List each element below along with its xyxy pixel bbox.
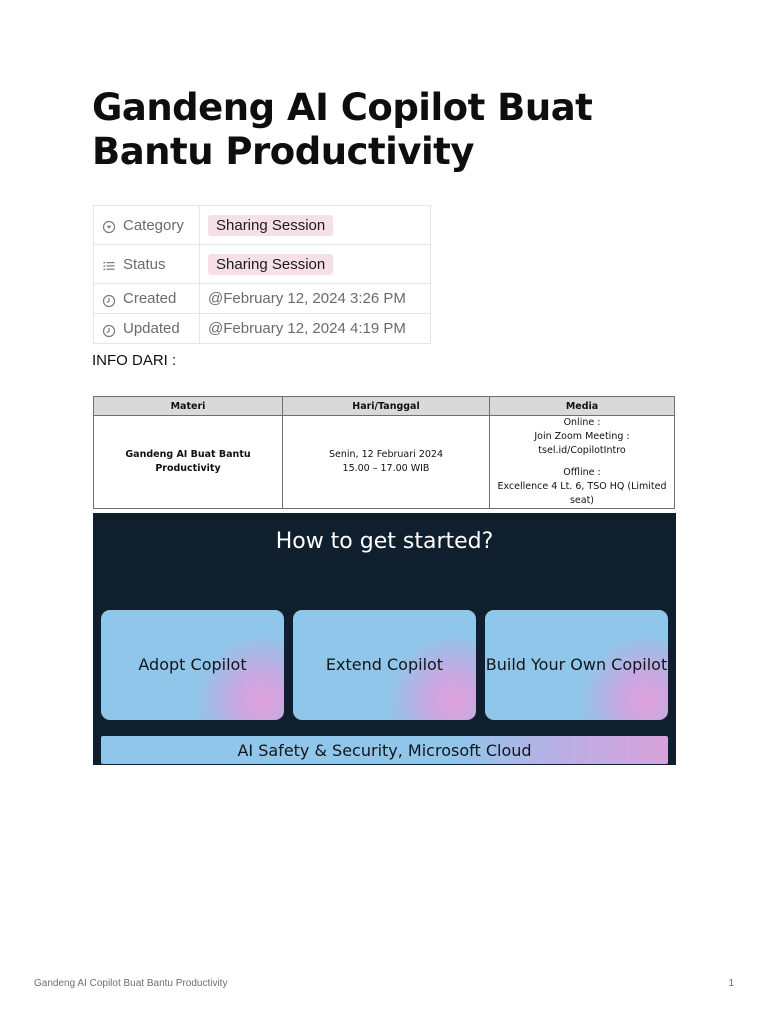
materi-line: Gandeng AI Buat Bantu	[125, 449, 251, 460]
extend-copilot-card: Extend Copilot	[293, 610, 476, 720]
property-label: Updated	[123, 320, 180, 337]
footer-doc-title: Gandeng AI Copilot Buat Bantu Productivity	[34, 978, 228, 989]
schedule-row	[94, 416, 675, 509]
properties-table	[93, 205, 431, 344]
property-label: Status	[123, 255, 166, 273]
property-row-created	[94, 284, 431, 314]
media-offline-label: Offline :	[563, 467, 601, 478]
header-hari-tanggal: Hari/Tanggal	[283, 397, 490, 416]
updated-value: @February 12, 2024 4:19 PM	[200, 314, 431, 344]
media-online-link[interactable]: Join Zoom Meeting : tsel.id/CopilotIntro	[534, 431, 630, 456]
created-value: @February 12, 2024 3:26 PM	[200, 284, 431, 314]
build-copilot-card: Build Your Own Copilot	[485, 610, 668, 720]
schedule-header-row	[94, 397, 675, 416]
tanggal-time: 15.00 – 17.00 WIB	[342, 463, 430, 474]
ai-safety-bar: AI Safety & Security, Microsoft Cloud	[101, 736, 668, 764]
property-label: Category	[123, 216, 184, 234]
page-title: Gandeng AI Copilot Buat Bantu Productivity	[92, 86, 593, 173]
category-tag[interactable]: Sharing Session	[208, 215, 333, 236]
materi-line: Productivity	[155, 463, 221, 474]
status-tag[interactable]: Sharing Session	[208, 254, 333, 275]
category-icon	[102, 220, 116, 234]
adopt-copilot-card: Adopt Copilot	[101, 610, 284, 720]
tanggal-date: Senin, 12 Februari 2024	[328, 449, 443, 460]
materi-cell	[94, 416, 283, 509]
getting-started-banner	[93, 513, 676, 765]
status-list-icon	[102, 259, 116, 273]
property-label: Created	[123, 290, 177, 307]
property-row-category	[94, 206, 431, 245]
banner-heading: How to get started?	[275, 529, 494, 554]
property-row-updated	[94, 314, 431, 344]
property-row-status	[94, 245, 431, 284]
tanggal-cell	[283, 416, 490, 509]
media-offline-location: Excellence 4 Lt. 6, TSO HQ (Limited seat)	[497, 481, 667, 506]
page-number: 1	[728, 978, 734, 989]
clock-icon	[102, 294, 116, 308]
schedule-table	[93, 396, 675, 509]
header-media: Media	[490, 397, 675, 416]
info-label: INFO DARI :	[92, 352, 177, 369]
clock-icon	[102, 324, 116, 338]
media-cell	[490, 416, 675, 509]
header-materi: Materi	[94, 397, 283, 416]
media-online-label: Online :	[563, 417, 601, 428]
